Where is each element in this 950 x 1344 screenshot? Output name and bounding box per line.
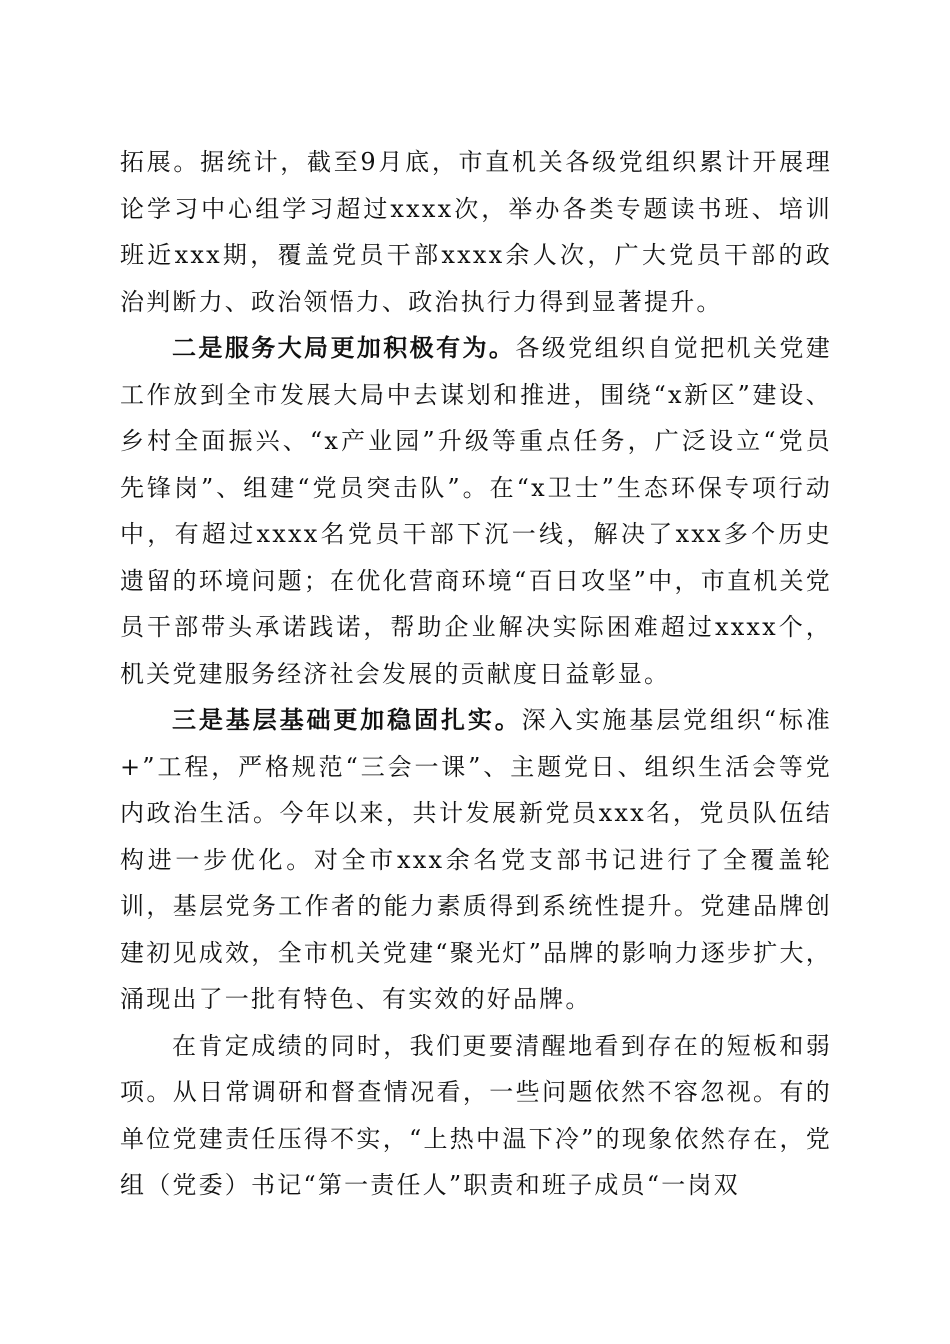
paragraph-grassroots-foundation (120, 697, 832, 1023)
paragraph-shortcomings (120, 1023, 832, 1209)
paragraph-lead-heading: 三是基层基础更加稳固扎实。 (172, 705, 522, 734)
paragraph-text: 拓展。据统计，截至9月底，市直机关各级党组织累计开展理论学习中心组学习超过xxxx次，举办各类专题读书班、培训班近xxx期，覆盖党员干部xxxx余人次，广大党员干部的政治判断力、政治领悟力、政治执行力得到显著提升。 (120, 148, 832, 316)
paragraph-text: 在肯定成绩的同时，我们更要清醒地看到存在的短板和弱项。从日常调研和督查情况看，一些问题依然不容忽视。有的单位党建责任压得不实，“上热中温下冷”的现象依然存在，党组（党委）书记“第一责任人”职责和班子成员“一岗双 (120, 1031, 832, 1199)
paragraph-serve-overall-situation (120, 325, 832, 697)
document-body (120, 139, 832, 1209)
paragraph-lead-heading: 二是服务大局更加积极有为。 (172, 333, 516, 362)
paragraph-text: 各级党组织自觉把机关党建工作放到全市发展大局中去谋划和推进，围绕“x新区”建设、乡村全面振兴、“x产业园”升级等重点任务，广泛设立“党员先锋岗”、组建“党员突击队”。在“x卫士”生态环保专项行动中，有超过xxxx名党员干部下沉一线，解决了xxx多个历史遗留的环境问题；在优化营商环境“百日攻坚”中，市直机关党员干部带头承诺践诺，帮助企业解决实际困难超过xxxx个，机关党建服务经济社会发展的贡献度日益彰显。 (120, 334, 832, 688)
paragraph-statistics-continuation (120, 139, 832, 325)
paragraph-text: 深入实施基层党组织“标准+”工程，严格规范“三会一课”、主题党日、组织生活会等党内政治生活。今年以来，共计发展新党员xxx名，党员队伍结构进一步优化。对全市xxx余名党支部书记进行了全覆盖轮训，基层党务工作者的能力素质得到系统性提升。党建品牌创建初见成效，全市机关党建“聚光灯”品牌的影响力逐步扩大，涌现出了一批有特色、有实效的好品牌。 (120, 706, 832, 1013)
